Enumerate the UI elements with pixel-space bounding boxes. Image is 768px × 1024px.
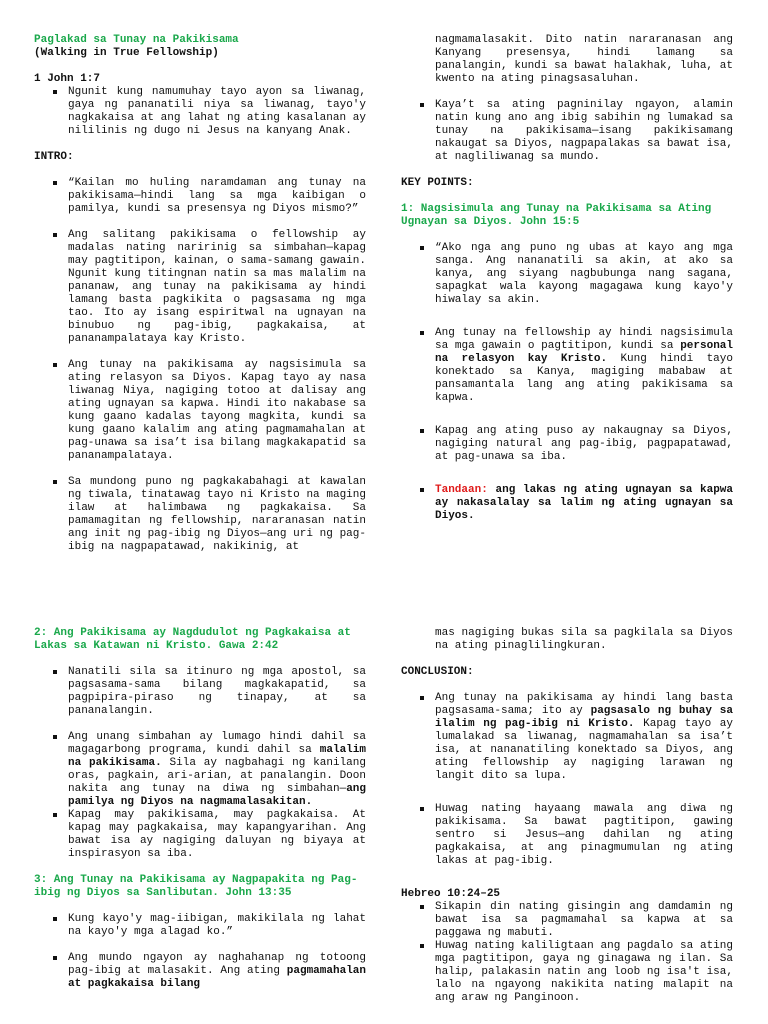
intro-list-cont (401, 99, 733, 164)
tandaan-item (401, 484, 733, 523)
point1-item2-bold: personal na relasyon kay Kristo. (435, 340, 734, 365)
point2-item2-b: malalim na pakikisama. (68, 744, 366, 769)
point3-continuation: mas nagiging bukas sila sa pagkilala sa Diyos na ating pinaglilingkuran. (435, 627, 733, 652)
intro-item: Sa mundong puno ng pagkakabahagi at kawalan ng tiwala, tinatawag tayo ni Kristo na maging ilaw at halimbawa ng pagkakaisa. Sa pamamagitan ng fellowship, nararanasan natin ang init ng pag-ibig ng Diyos—ang uri ng pag-ibig na nagpapatawad, nakikinig, at (34, 476, 366, 554)
verse-reference: 1 John 1:7 (34, 73, 101, 85)
concl-item1-a: Ang tunay na pakikisama ay hindi lang basta pagsasama-sama; ito ay (435, 692, 733, 717)
point3-item2-b: pagmamahalan at pagkakaisa bilang (68, 965, 366, 990)
conclusion-list (401, 692, 733, 868)
hebrews-item: Huwag nating kaliligtaan ang pagdalo sa ating mga pagtitipon, gaya ng ginagawa ng ilan. Sa halip, palakasin natin ang loob ng isa't isa, lalo na ngayong nakikita nating malapit na ang araw ng Panginoon. (401, 940, 733, 1005)
verse-list (34, 86, 366, 138)
page2-right-column (401, 627, 733, 1005)
point1-item (401, 327, 733, 405)
conclusion-heading: CONCLUSION: (401, 666, 474, 678)
point3-list (34, 913, 366, 991)
conclusion-item (401, 692, 733, 783)
hebrews-item: Sikapin din nating gisingin ang damdamin ng bawat isa sa pagmamahal sa kapwa at sa paggawa ng mabuti. (401, 901, 733, 940)
point2-item: Nanatili sila sa itinuro ng mga apostol, sa pagsasama-sama bilang magkakapatid, sa pagpipira-piraso ng tinapay, at sa pananalangin. (34, 666, 366, 718)
point1-item: Kapag ang ating puso ay nakaugnay sa Diyos, nagiging natural ang pag-ibig, pagpapatawad, at pag-unawa sa iba. (401, 425, 733, 464)
point2-heading: 2: Ang Pakikisama ay Nagdudulot ng Pagkakaisa at Lakas sa Katawan ni Kristo. Gawa 2:42 (34, 627, 351, 652)
intro-continuation: nagmamalasakit. Dito natin nararanasan ang Kanyang presensya, hindi lamang sa panalangin, kundi sa bawat halakhak, luha, at kwento na ating pinagsasaluhan. (435, 34, 733, 85)
intro-list (34, 177, 366, 554)
point2-item2-c: Sila ay nagbahagi ng kanilang oras, pagkain, ari-arian, at panalangin. Doon nakita ang tunay na diwa ng simbahan— (68, 757, 366, 795)
point2-list (34, 666, 366, 861)
verse-text: Ngunit kung namumuhay tayo ayon sa liwanag, gaya ng pananatili niya sa liwanag, tayo'y nagkakaisa at ang lahat ng ating kasalanan ay nililinis ng dugo ni Jesus na kanyang Anak. (34, 86, 366, 138)
point1-item2-lead: Ang tunay na fellowship ay hindi nagsisimula sa mga gawain o pagtitipon, kundi sa (435, 327, 733, 352)
point1-item: “Ako nga ang puno ng ubas at kayo ang mga sanga. Ang nananatili sa akin, at ako sa kanya, ang siyang nagbubunga nang sagana, sapagkat wala kayong magagawa kung kayo'y hiwalay sa akin. (401, 242, 733, 307)
point1-item2-rest: Kung hindi tayo konektado sa Kanya, magiging mababaw at pansamantala lang ang ating pakikisama sa kapwa. (435, 353, 733, 404)
hebrews-list (401, 901, 733, 1005)
intro-heading: INTRO: (34, 151, 74, 163)
page1-left-column (34, 34, 366, 554)
key-points-heading: KEY POINTS: (401, 177, 474, 189)
point2-item2-a: Ang unang simbahan ay lumago hindi dahil sa magagarbong programa, kundi dahil sa (68, 731, 366, 756)
point3-item (34, 952, 366, 991)
intro-item: Ang salitang pakikisama o fellowship ay madalas nating naririnig sa simbahan—kapag may pagtitipon, kainan, o sama-samang gawain. Ngunit kung titingnan natin sa mas malalim na pananaw, ang tunay na pakikisama ay hindi lamang basta pagkikita o pagsasama ng mga tao. Ito ay isang espiritwal na ugnayan na binubuo ng pag-ibig, pagkakaisa, at pananampalataya kay Kristo. (34, 229, 366, 346)
tandaan-text: ang lakas ng ating ugnayan sa kapwa ay nakasalalay sa lalim ng ating ugnayan sa Diyos. (435, 484, 733, 522)
concl-item1-c: Kapag tayo ay lumalakad sa liwanag, nagmamahalan sa isa’t isa, at nananatiling konektado sa Diyos, ang ating fellowship ay nagiging larawan ng langit dito sa lupa. (435, 718, 733, 782)
concl-item1-b: pagsasalo ng buhay sa ilalim ng pag-ibig ni Kristo. (435, 705, 733, 730)
point3-item2-a: Ang mundo ngayon ay naghahanap ng totoong pag-ibig at malasakit. Ang ating (68, 952, 366, 977)
point2-item2-d: ang pamilya ng Diyos na nagmamalasakitan. (68, 783, 366, 808)
conclusion-item: Huwag nating hayaang mawala ang diwa ng pakikisama. Sa bawat pagtitipon, gawing sentro si Jesus—ang dahilan ng ating pagkakaisa, at ang pinagmumulan ng ating lakas at pag-ibig. (401, 803, 733, 868)
page1-right-column (401, 34, 733, 523)
intro-item: Ang tunay na pakikisama ay nagsisimula sa ating relasyon sa Diyos. Kapag tayo ay nasa liwanag Niya, nagiging totoo at dalisay ang ating ugnayan sa kapwa. Hindi ito nakabase sa kung gaano kadalas tayong magkita, kundi sa kung gaano kalalim ang ating pagmamahalan at pag-unawa sa isa’t isa bilang magkakapatid sa pananampalataya. (34, 359, 366, 463)
hebrews-heading: Hebreo 10:24–25 (401, 888, 501, 900)
point3-item: Kung kayo'y mag-iibigan, makikilala ng lahat na kayo'y mga alagad ko.” (34, 913, 366, 939)
sermon-title: Paglakad sa Tunay na Pakikisama (34, 34, 239, 46)
sermon-subtitle: (Walking in True Fellowship) (34, 47, 219, 59)
tandaan-label: Tandaan: (435, 484, 488, 496)
point3-heading: 3: Ang Tunay na Pakikisama ay Nagpapakita ng Pag-ibig ng Diyos sa Sanlibutan. John 13:35 (34, 874, 358, 899)
point2-item: Kapag may pakikisama, may pagkakaisa. At kapag may pagkakaisa, may kapangyarihan. Ang bawat isa ay nagiging daluyan ng biyaya at inspirasyon sa iba. (34, 809, 366, 861)
intro-item: Kaya’t sa ating pagninilay ngayon, alamin natin kung ano ang ibig sabihin ng lumakad sa tunay na pakikisama—isang pakikisamang nakaugat sa Diyos, nagpapalakas sa bawat isa, at nagliliwanag sa mundo. (401, 99, 733, 164)
intro-item: “Kailan mo huling naramdaman ang tunay na pakikisama—hindi lang sa mga kaibigan o pamilya, kundi sa presensya ng Diyos mismo?” (34, 177, 366, 216)
point2-item (34, 731, 366, 809)
page2-left-column (34, 627, 366, 991)
point1-heading: 1: Nagsisimula ang Tunay na Pakikisama sa Ating Ugnayan sa Diyos. John 15:5 (401, 203, 712, 228)
point1-list (401, 242, 733, 523)
